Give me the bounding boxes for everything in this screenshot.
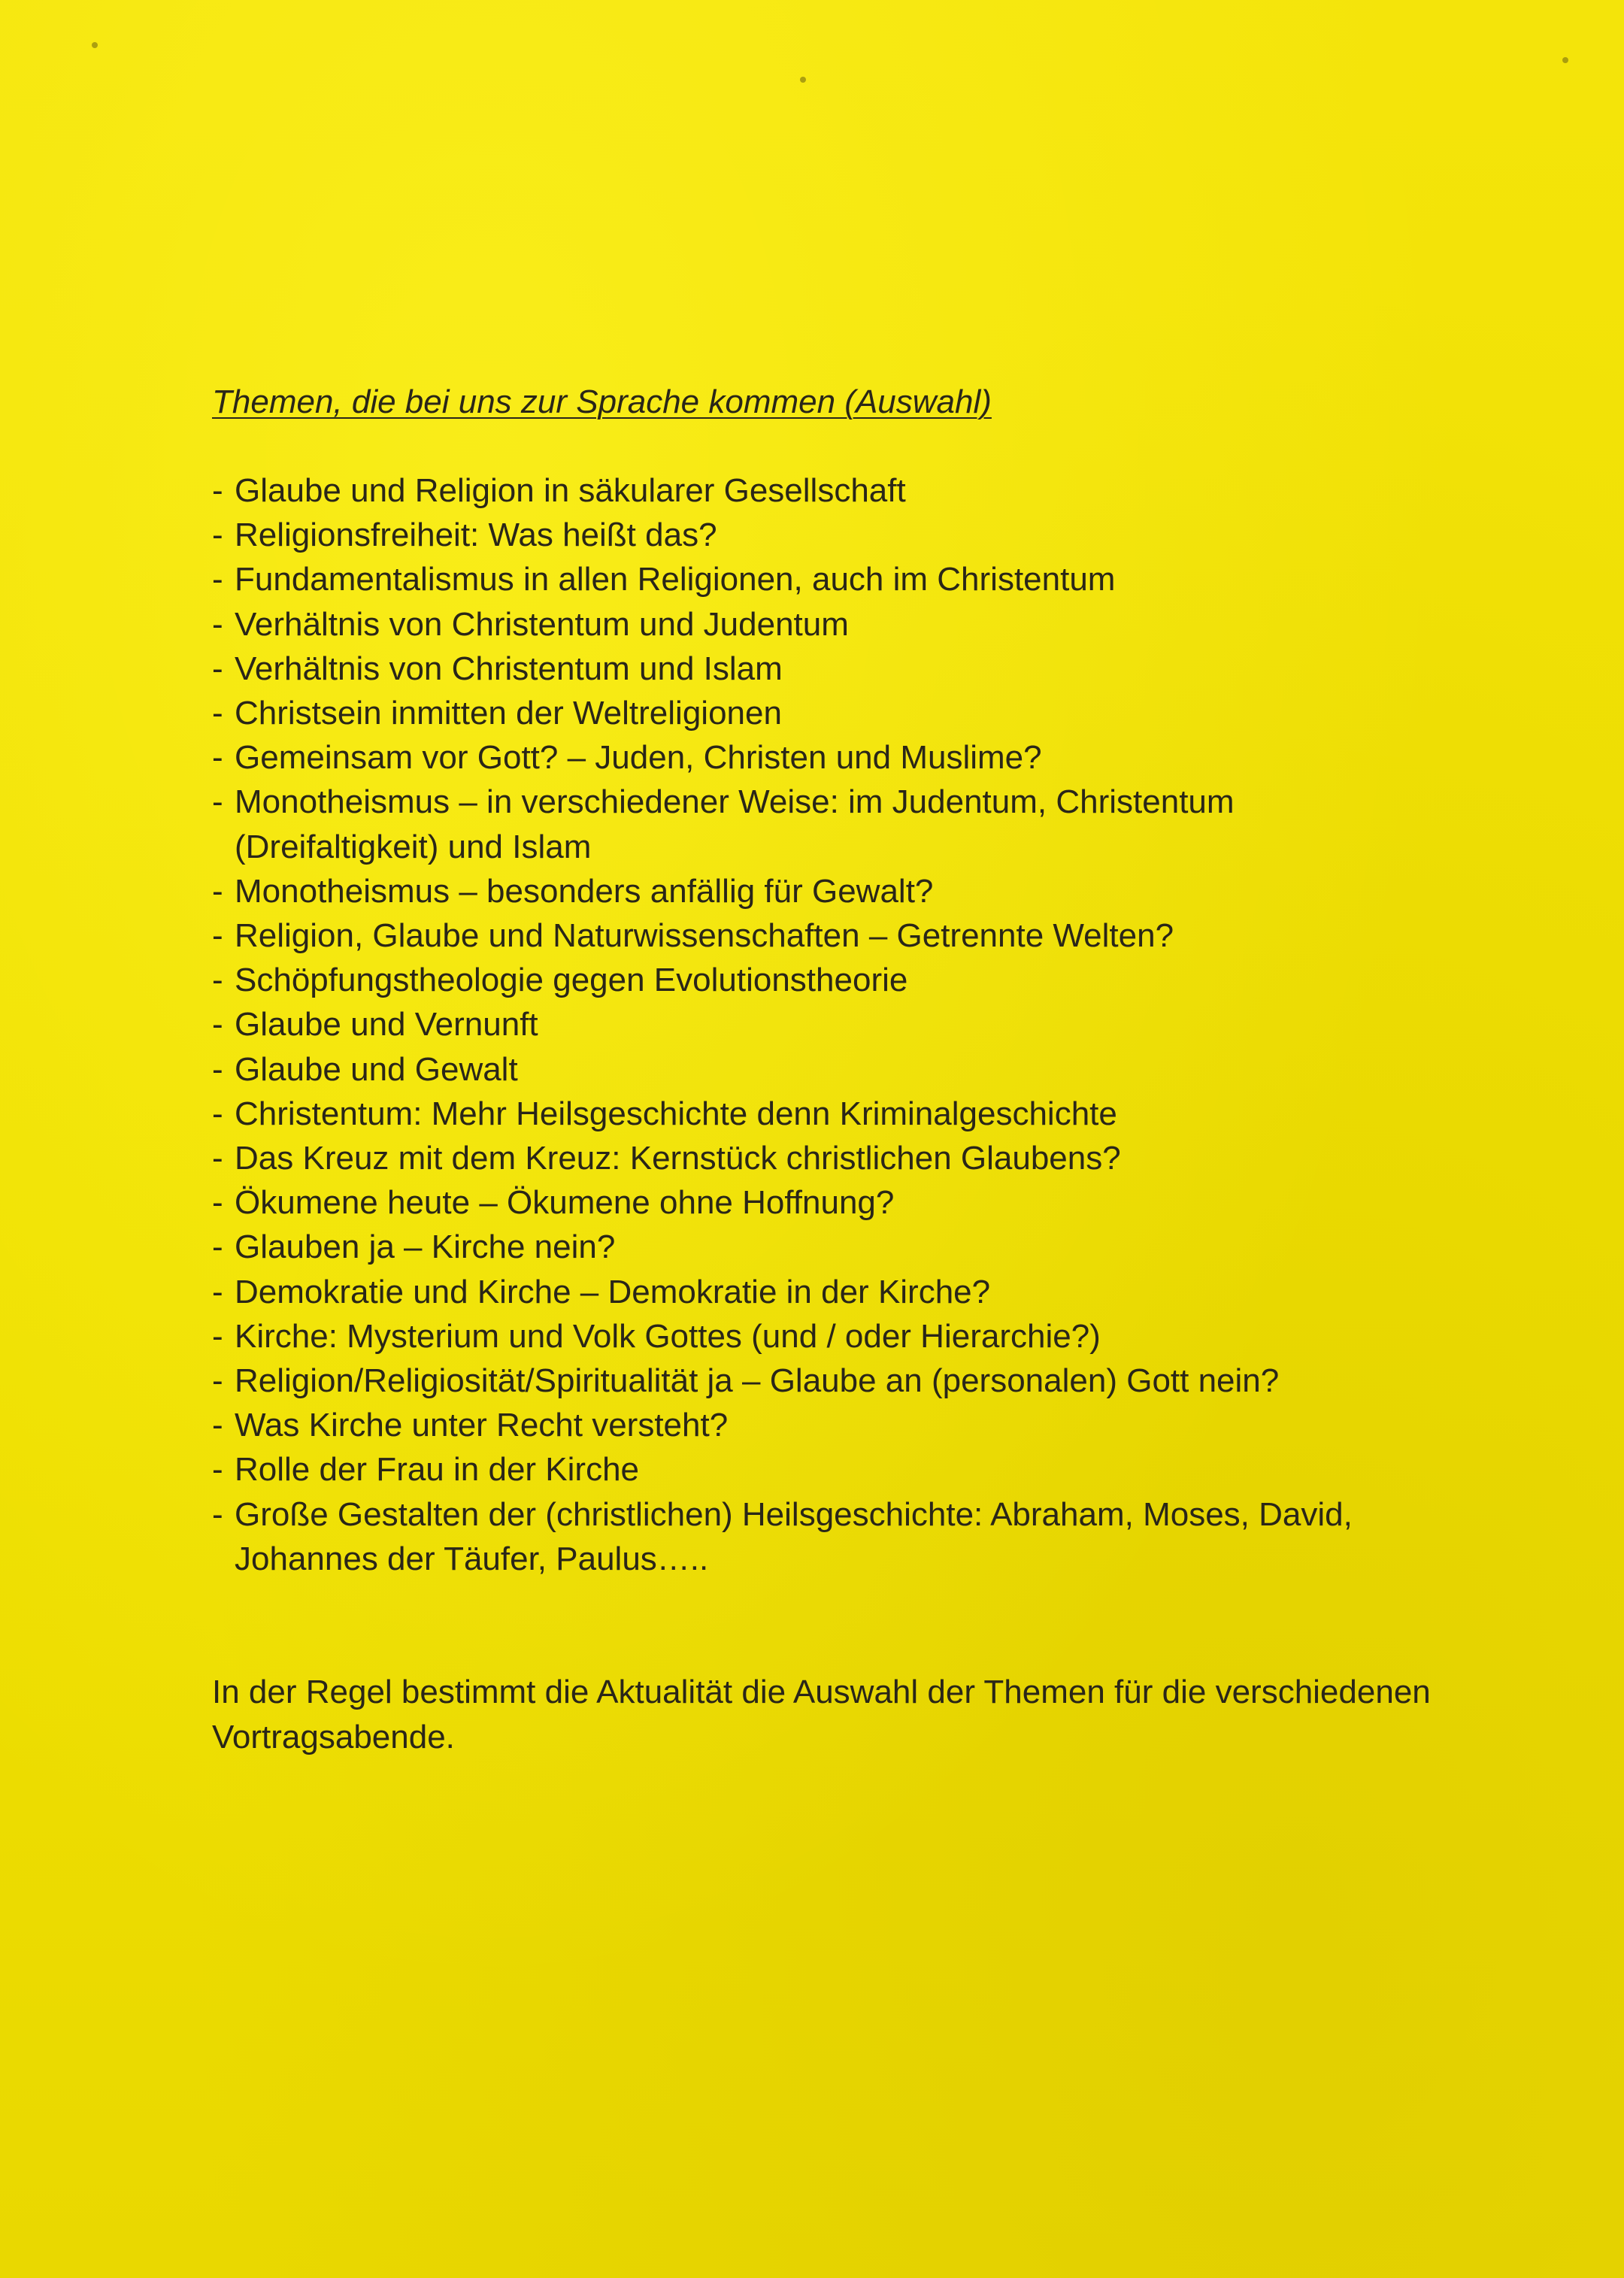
list-item: - Glaube und Gewalt [212, 1050, 518, 1088]
list-item: - Das Kreuz mit dem Kreuz: Kernstück christlichen Glaubens? [212, 1140, 1121, 1177]
list-item: - Gemeinsam vor Gott? – Juden, Christen und Muslime? [212, 739, 1042, 777]
list-item: - Christsein inmitten der Weltreligionen [212, 695, 782, 732]
list-item: - Verhältnis von Christentum und Islam [212, 650, 783, 687]
pin-mark-right [1562, 57, 1568, 63]
list-item: - Was Kirche unter Recht versteht? [212, 1407, 729, 1444]
list-item-text: Große Gestalten der (christlichen) Heilsgeschichte: Abraham, Moses, David, Johannes der Täufer, Paulus….. [235, 1495, 1353, 1577]
list-item-text: Ökumene heute – Ökumene ohne Hoffnung? [235, 1184, 895, 1222]
list-item-text: Schöpfungstheologie gegen Evolutionstheorie [235, 962, 908, 999]
list-item-text: Monotheismus – besonders anfällig für Gewalt? [235, 872, 934, 910]
list-item-text: Was Kirche unter Recht versteht? [235, 1407, 729, 1444]
list-item-text: Glaube und Gewalt [235, 1050, 518, 1088]
list-item: - Religion, Glaube und Naturwissenschaften – Getrennte Welten? [212, 917, 1174, 955]
page-title: Themen, die bei uns zur Sprache kommen (Auswahl) [212, 383, 992, 420]
list-item-text: Glauben ja – Kirche nein? [235, 1228, 616, 1266]
list-item: - Kirche: Mysterium und Volk Gottes (und / oder Hierarchie?) [212, 1317, 1101, 1355]
list-item: - Ökumene heute – Ökumene ohne Hoffnung? [212, 1184, 895, 1222]
topics-list [212, 468, 1535, 1581]
list-item: - Große Gestalten der (christlichen) Heilsgeschichte: Abraham, Moses, David, Johannes der Täufer, Paulus….. [212, 1495, 1353, 1577]
list-item: - Rolle der Frau in der Kirche [212, 1451, 640, 1489]
list-item-text: Glaube und Vernunft [235, 1006, 538, 1044]
list-item: - Glaube und Religion in säkularer Gesellschaft [212, 472, 906, 509]
topics-sheet [212, 380, 1535, 1760]
pin-mark-center [800, 77, 806, 83]
list-item-text: Rolle der Frau in der Kirche [235, 1451, 640, 1489]
list-item-text: Glaube und Religion in säkularer Gesellschaft [235, 472, 906, 509]
pin-mark-left [92, 42, 98, 48]
list-item-text: Demokratie und Kirche – Demokratie in der Kirche? [235, 1273, 991, 1310]
list-item-text: Religion, Glaube und Naturwissenschaften – Getrennte Welten? [235, 917, 1174, 955]
list-item-text: Verhältnis von Christentum und Islam [235, 650, 783, 687]
list-item: - Fundamentalismus in allen Religionen, auch im Christentum [212, 561, 1116, 598]
footer-note: In der Regel bestimmt die Aktualität die Auswahl der Themen für die verschiedenen Vortragsabende. [212, 1674, 1431, 1756]
list-item: - Glaube und Vernunft [212, 1006, 538, 1044]
list-item: - Monotheismus – in verschiedener Weise: im Judentum, Christentum (Dreifaltigkeit) und Islam [212, 783, 1235, 865]
list-item: - Glauben ja – Kirche nein? [212, 1228, 616, 1266]
list-item-text: Fundamentalismus in allen Religionen, auch im Christentum [235, 561, 1116, 598]
list-item-text: Verhältnis von Christentum und Judentum [235, 605, 849, 643]
list-item-text: Christentum: Mehr Heilsgeschichte denn Kriminalgeschichte [235, 1095, 1117, 1132]
list-item: - Religion/Religiosität/Spiritualität ja – Glaube an (personalen) Gott nein? [212, 1362, 1280, 1400]
list-item-text: Religion/Religiosität/Spiritualität ja – Glaube an (personalen) Gott nein? [235, 1362, 1280, 1400]
list-item: - Christentum: Mehr Heilsgeschichte denn Kriminalgeschichte [212, 1095, 1117, 1132]
list-item: - Verhältnis von Christentum und Judentum [212, 605, 849, 643]
list-item-text: Kirche: Mysterium und Volk Gottes (und / oder Hierarchie?) [235, 1317, 1101, 1355]
list-item-text: Gemeinsam vor Gott? – Juden, Christen und Muslime? [235, 739, 1042, 777]
list-item: - Schöpfungstheologie gegen Evolutionstheorie [212, 962, 908, 999]
list-item-text: Monotheismus – in verschiedener Weise: im Judentum, Christentum (Dreifaltigkeit) und Islam [235, 783, 1235, 865]
list-item: - Religionsfreiheit: Was heißt das? [212, 516, 717, 554]
list-item-text: Das Kreuz mit dem Kreuz: Kernstück christlichen Glaubens? [235, 1140, 1121, 1177]
list-item-text: Christsein inmitten der Weltreligionen [235, 695, 782, 732]
list-item: - Demokratie und Kirche – Demokratie in der Kirche? [212, 1273, 991, 1310]
list-item-text: Religionsfreiheit: Was heißt das? [235, 516, 717, 554]
list-item: - Monotheismus – besonders anfällig für Gewalt? [212, 872, 934, 910]
